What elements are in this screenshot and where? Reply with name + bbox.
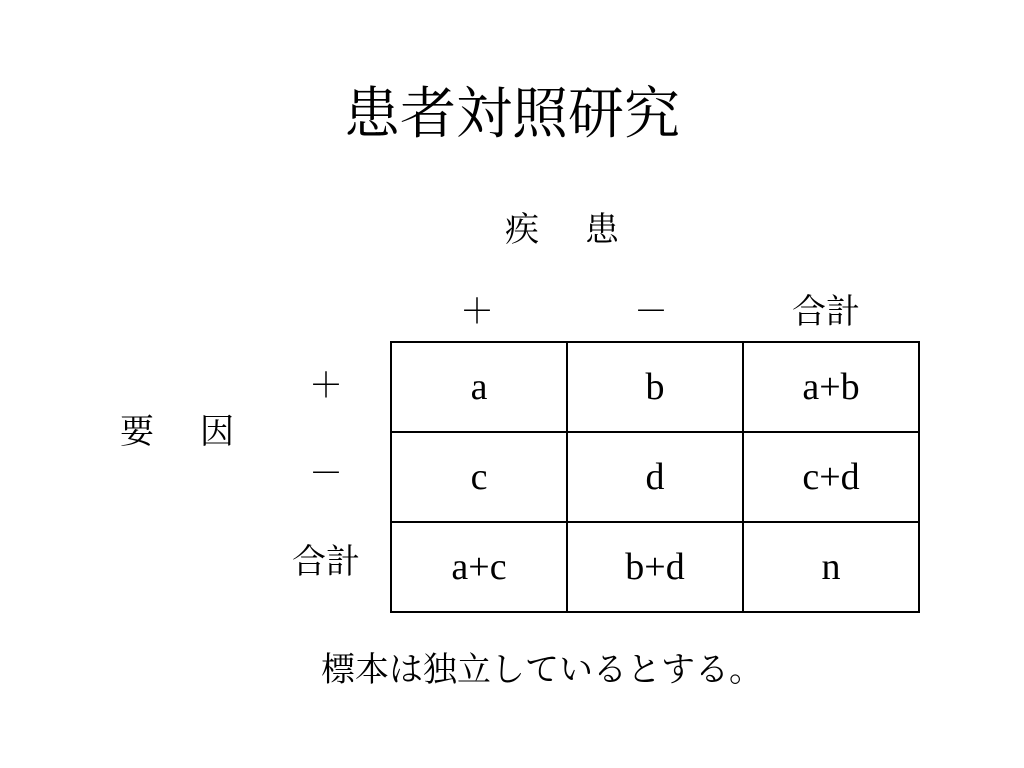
table-row [391,522,919,612]
assumption-note: 標本は独立しているとする。 [321,650,763,690]
table-cell: a+c [391,522,567,612]
table-cell: c+d [743,432,919,522]
table-row [391,432,919,522]
row-header-total: 合計 [292,542,360,582]
table-row [391,342,919,432]
table-cell: a+b [743,342,919,432]
column-header-plus: ＋ [460,292,494,332]
column-header-total: 合計 [792,292,860,332]
column-group-label: 疾 患 [505,210,625,250]
table-cell: d [567,432,743,522]
column-header-minus: － [634,292,668,332]
table-cell: c [391,432,567,522]
slide-title: 患者対照研究 [344,82,680,147]
table-cell: b+d [567,522,743,612]
row-header-minus: － [309,454,343,494]
row-group-label: 要 因 [120,412,240,452]
row-header-plus: ＋ [309,366,343,406]
table-cell: a [391,342,567,432]
contingency-table [390,341,920,613]
table-cell: b [567,342,743,432]
table-cell: n [743,522,919,612]
